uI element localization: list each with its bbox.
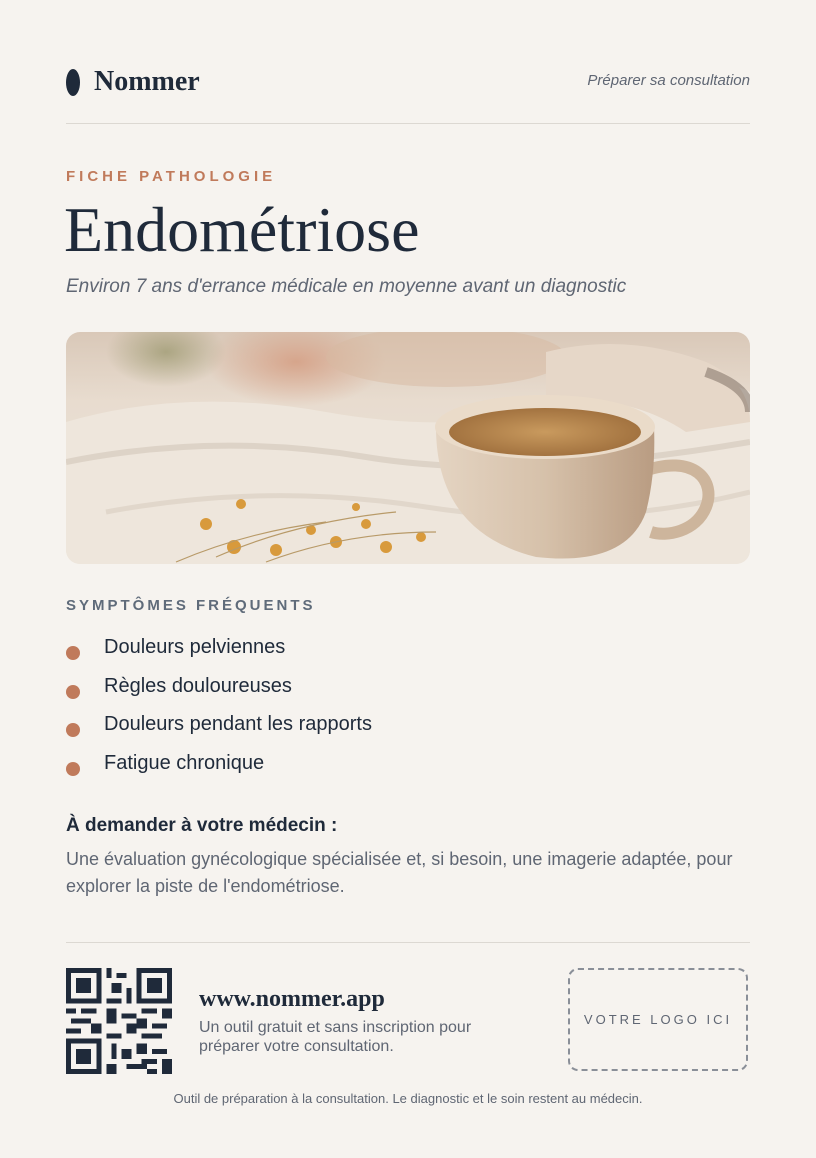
list-item [66, 630, 750, 669]
header-divider [66, 123, 750, 124]
header [66, 62, 750, 102]
page-subtitle: Environ 7 ans d'errance médicale en moyenne avant un diagnostic [66, 276, 627, 297]
bullet-icon [66, 646, 80, 660]
list-item [66, 669, 750, 708]
brand-name: Nommer [94, 66, 200, 97]
logo-placeholder [568, 968, 748, 1071]
hero-image [66, 332, 750, 564]
disclaimer: Outil de préparation à la consultation. Le diagnostic et le soin restent au médecin. [173, 1091, 643, 1106]
page-title: Endométriose [64, 194, 420, 265]
footer-divider [66, 942, 750, 943]
site-link[interactable]: www.nommer.app [199, 986, 385, 1012]
bullet-icon [66, 762, 80, 776]
symptom-list [66, 630, 750, 784]
ask-doctor-heading: À demander à votre médecin : [66, 815, 338, 836]
bullet-icon [66, 685, 80, 699]
bullet-icon [66, 723, 80, 737]
eyebrow-label: FICHE PATHOLOGIE [66, 168, 277, 185]
symptom-text: Douleurs pelviennes [104, 636, 286, 658]
brand-logo-icon [66, 69, 80, 96]
symptom-text: Fatigue chronique [104, 751, 265, 774]
list-item [66, 746, 750, 785]
list-item [66, 707, 750, 746]
tea-cup-photo [66, 332, 750, 564]
header-tagline: Préparer sa consultation [587, 72, 750, 89]
site-description: Un outil gratuit et sans inscription pour préparer votre consultation. [199, 1019, 472, 1055]
symptom-text: Règles douloureuses [104, 674, 292, 697]
symptoms-heading: SYMPTÔMES FRÉQUENTS [66, 597, 316, 614]
qr-code-icon[interactable] [66, 968, 172, 1074]
symptom-text: Douleurs pendant les rapports [104, 713, 372, 735]
logo-placeholder-label: VOTRE LOGO ICI [583, 1012, 733, 1027]
ask-doctor-text: Une évaluation gynécologique spécialisée et, si besoin, une imagerie adaptée, pour explorer la piste de l'endométriose. [66, 849, 733, 896]
